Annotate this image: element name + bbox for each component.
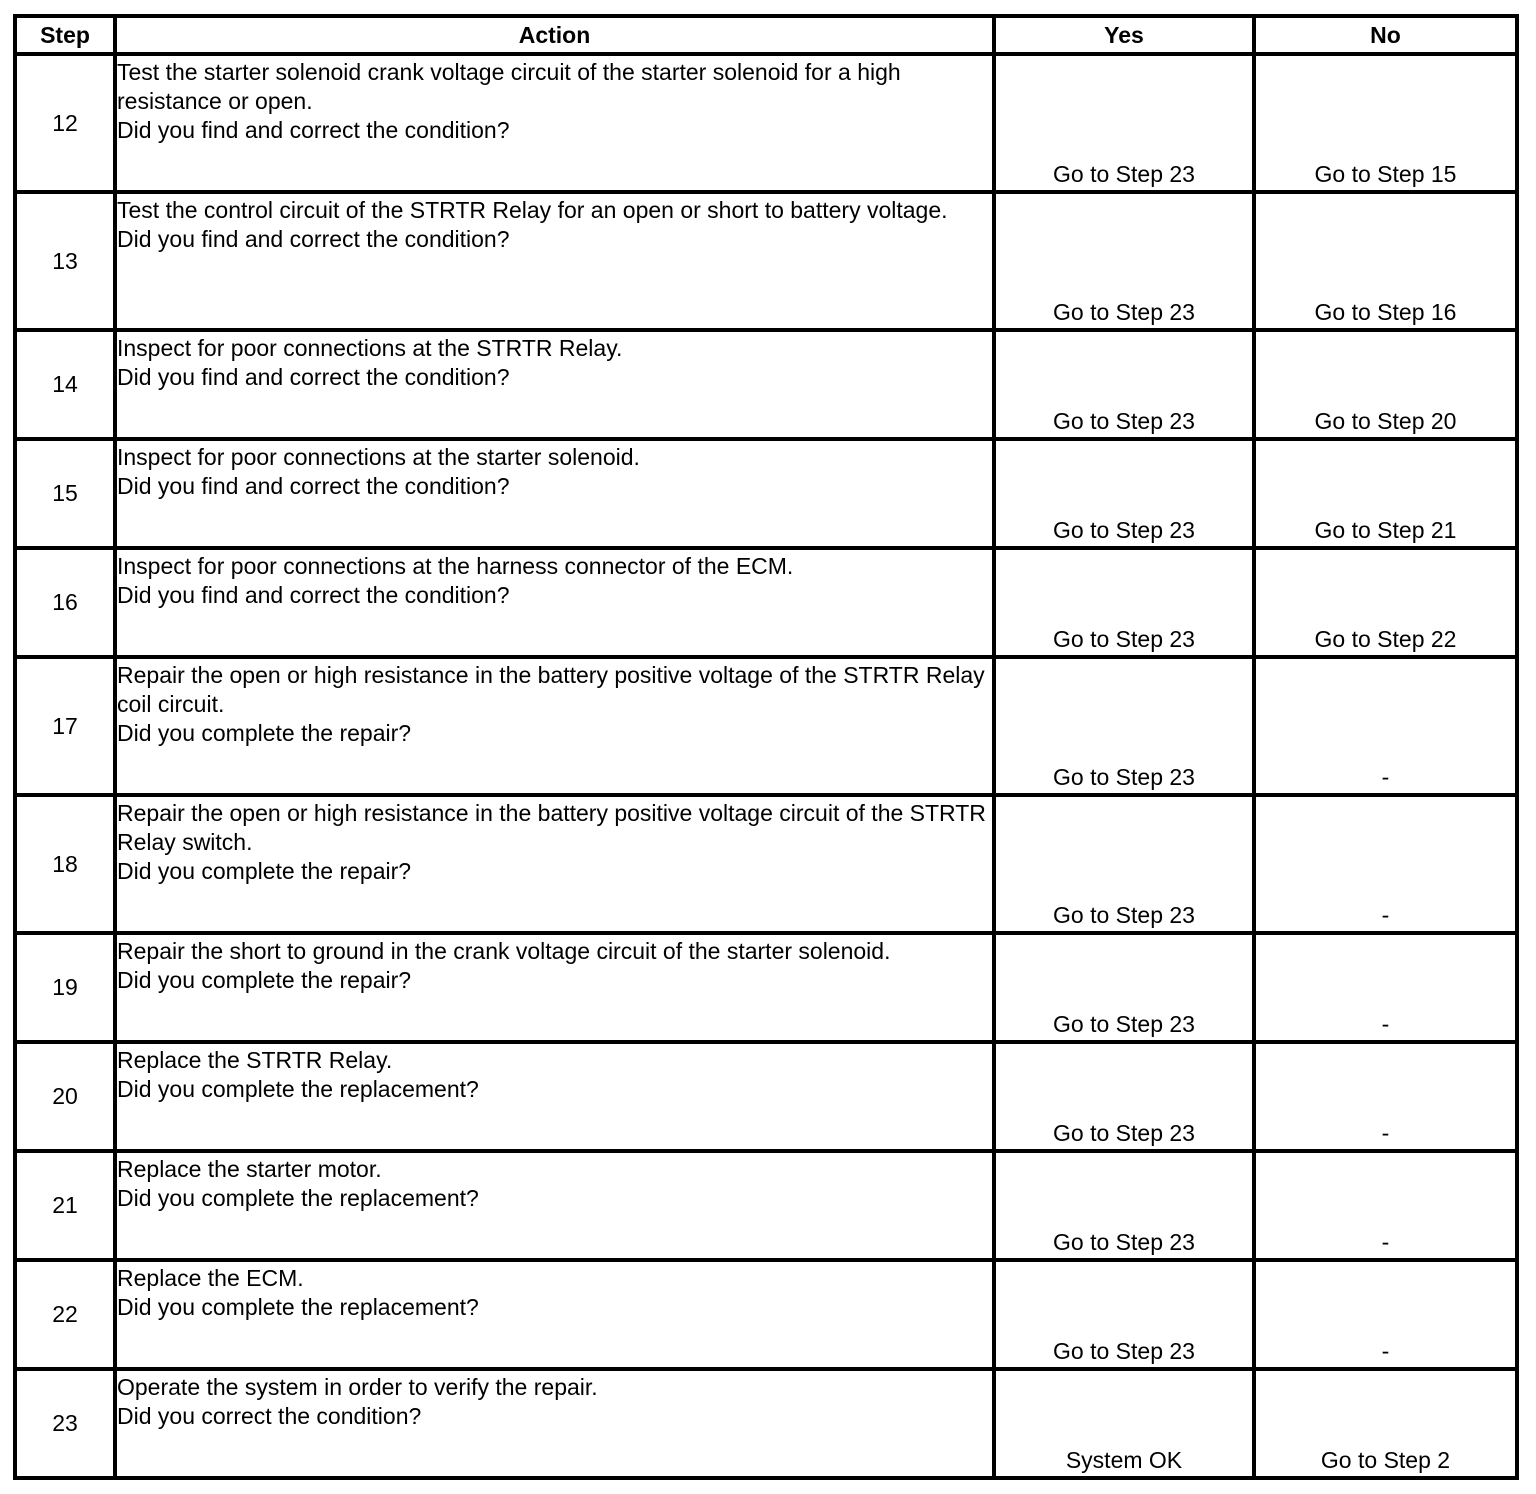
action-question: Did you complete the replacement? [117,1294,479,1320]
no-cell [1254,54,1517,192]
header-no: No [1254,16,1517,54]
no-result: Go to Step 20 [1314,408,1457,434]
action-text: Repair the short to ground in the crank voltage circuit of the starter solenoid. [117,938,891,964]
no-cell [1254,1042,1517,1151]
header-row [15,16,1517,54]
no-result: Go to Step 2 [1320,1447,1451,1473]
yes-cell [994,54,1254,192]
yes-cell [994,795,1254,933]
action-text: Replace the STRTR Relay. [117,1047,393,1073]
table-row [15,1260,1517,1369]
action-question: Did you complete the repair? [117,720,412,746]
table-row [15,192,1517,330]
yes-result: Go to Step 23 [1053,408,1195,434]
yes-cell [994,1151,1254,1260]
action-text: Inspect for poor connections at the starter solenoid. [117,444,640,470]
yes-cell [994,330,1254,439]
table-row [15,933,1517,1042]
table-row [15,330,1517,439]
action-question: Did you find and correct the condition? [117,364,510,390]
step-number: 16 [15,548,115,657]
step-number: 13 [15,192,115,330]
action-text: Operate the system in order to verify the repair. [117,1374,598,1400]
table-row [15,54,1517,192]
step-number: 17 [15,657,115,795]
table-row [15,795,1517,933]
table-row [15,548,1517,657]
no-result: - [1381,1338,1390,1364]
no-result: - [1381,1229,1390,1255]
no-cell [1254,1151,1517,1260]
table-row [15,657,1517,795]
action-cell [115,192,994,330]
yes-cell [994,1369,1254,1478]
action-cell [115,657,994,795]
no-result: - [1381,764,1390,790]
diagnostic-table [13,14,1519,1480]
action-text: Test the starter solenoid crank voltage circuit of the starter solenoid for a high resistance or open. [117,59,901,114]
no-cell [1254,192,1517,330]
yes-cell [994,548,1254,657]
no-result: - [1381,1011,1390,1037]
table-row [15,1042,1517,1151]
step-number: 22 [15,1260,115,1369]
action-cell [115,439,994,548]
no-result: Go to Step 16 [1314,299,1457,325]
action-question: Did you complete the replacement? [117,1185,479,1211]
action-cell [115,1369,994,1478]
no-cell [1254,657,1517,795]
no-cell [1254,439,1517,548]
no-result: - [1381,1120,1390,1146]
action-cell [115,54,994,192]
yes-result: Go to Step 23 [1053,1338,1195,1364]
action-question: Did you correct the condition? [117,1403,422,1429]
table-row [15,1369,1517,1478]
action-cell [115,1260,994,1369]
action-text: Replace the ECM. [117,1265,304,1291]
action-text: Inspect for poor connections at the harness connector of the ECM. [117,553,794,579]
action-cell [115,1042,994,1151]
no-cell [1254,330,1517,439]
action-cell [115,330,994,439]
yes-result: Go to Step 23 [1053,1120,1195,1146]
no-cell [1254,1369,1517,1478]
yes-result: Go to Step 23 [1053,902,1195,928]
yes-cell [994,192,1254,330]
action-question: Did you find and correct the condition? [117,226,510,252]
no-result: Go to Step 15 [1314,161,1457,187]
action-question: Did you complete the repair? [117,858,412,884]
action-question: Did you find and correct the condition? [117,473,510,499]
yes-result: Go to Step 23 [1053,1229,1195,1255]
action-question: Did you find and correct the condition? [117,582,510,608]
table-row [15,439,1517,548]
header-action: Action [115,16,994,54]
yes-result: Go to Step 23 [1053,764,1195,790]
yes-cell [994,439,1254,548]
step-number: 15 [15,439,115,548]
no-cell [1254,548,1517,657]
step-number: 20 [15,1042,115,1151]
yes-result: System OK [1065,1447,1183,1473]
yes-result: Go to Step 23 [1053,517,1195,543]
action-text: Test the control circuit of the STRTR Relay for an open or short to battery voltage. [117,197,948,223]
action-text: Repair the open or high resistance in the battery positive voltage of the STRTR Relay coil circuit. [117,662,985,717]
action-cell [115,933,994,1042]
action-text: Inspect for poor connections at the STRTR Relay. [117,335,623,361]
action-text: Repair the open or high resistance in the battery positive voltage circuit of the STRTR Relay switch. [117,800,986,855]
yes-cell [994,933,1254,1042]
no-cell [1254,1260,1517,1369]
step-number: 21 [15,1151,115,1260]
action-question: Did you find and correct the condition? [117,117,510,143]
action-cell [115,1151,994,1260]
yes-result: Go to Step 23 [1053,161,1195,187]
step-number: 14 [15,330,115,439]
step-number: 18 [15,795,115,933]
action-cell [115,795,994,933]
no-result: Go to Step 22 [1314,626,1457,652]
action-question: Did you complete the replacement? [117,1076,479,1102]
action-text: Replace the starter motor. [117,1156,382,1182]
step-number: 23 [15,1369,115,1478]
yes-result: Go to Step 23 [1053,1011,1195,1037]
step-number: 12 [15,54,115,192]
action-question: Did you complete the repair? [117,967,412,993]
action-cell [115,548,994,657]
yes-cell [994,657,1254,795]
no-result: - [1381,902,1390,928]
table-row [15,1151,1517,1260]
header-yes: Yes [994,16,1254,54]
no-cell [1254,795,1517,933]
yes-cell [994,1042,1254,1151]
yes-result: Go to Step 23 [1053,626,1195,652]
no-result: Go to Step 21 [1314,517,1457,543]
no-cell [1254,933,1517,1042]
step-number: 19 [15,933,115,1042]
yes-cell [994,1260,1254,1369]
header-step: Step [15,16,115,54]
yes-result: Go to Step 23 [1053,299,1195,325]
